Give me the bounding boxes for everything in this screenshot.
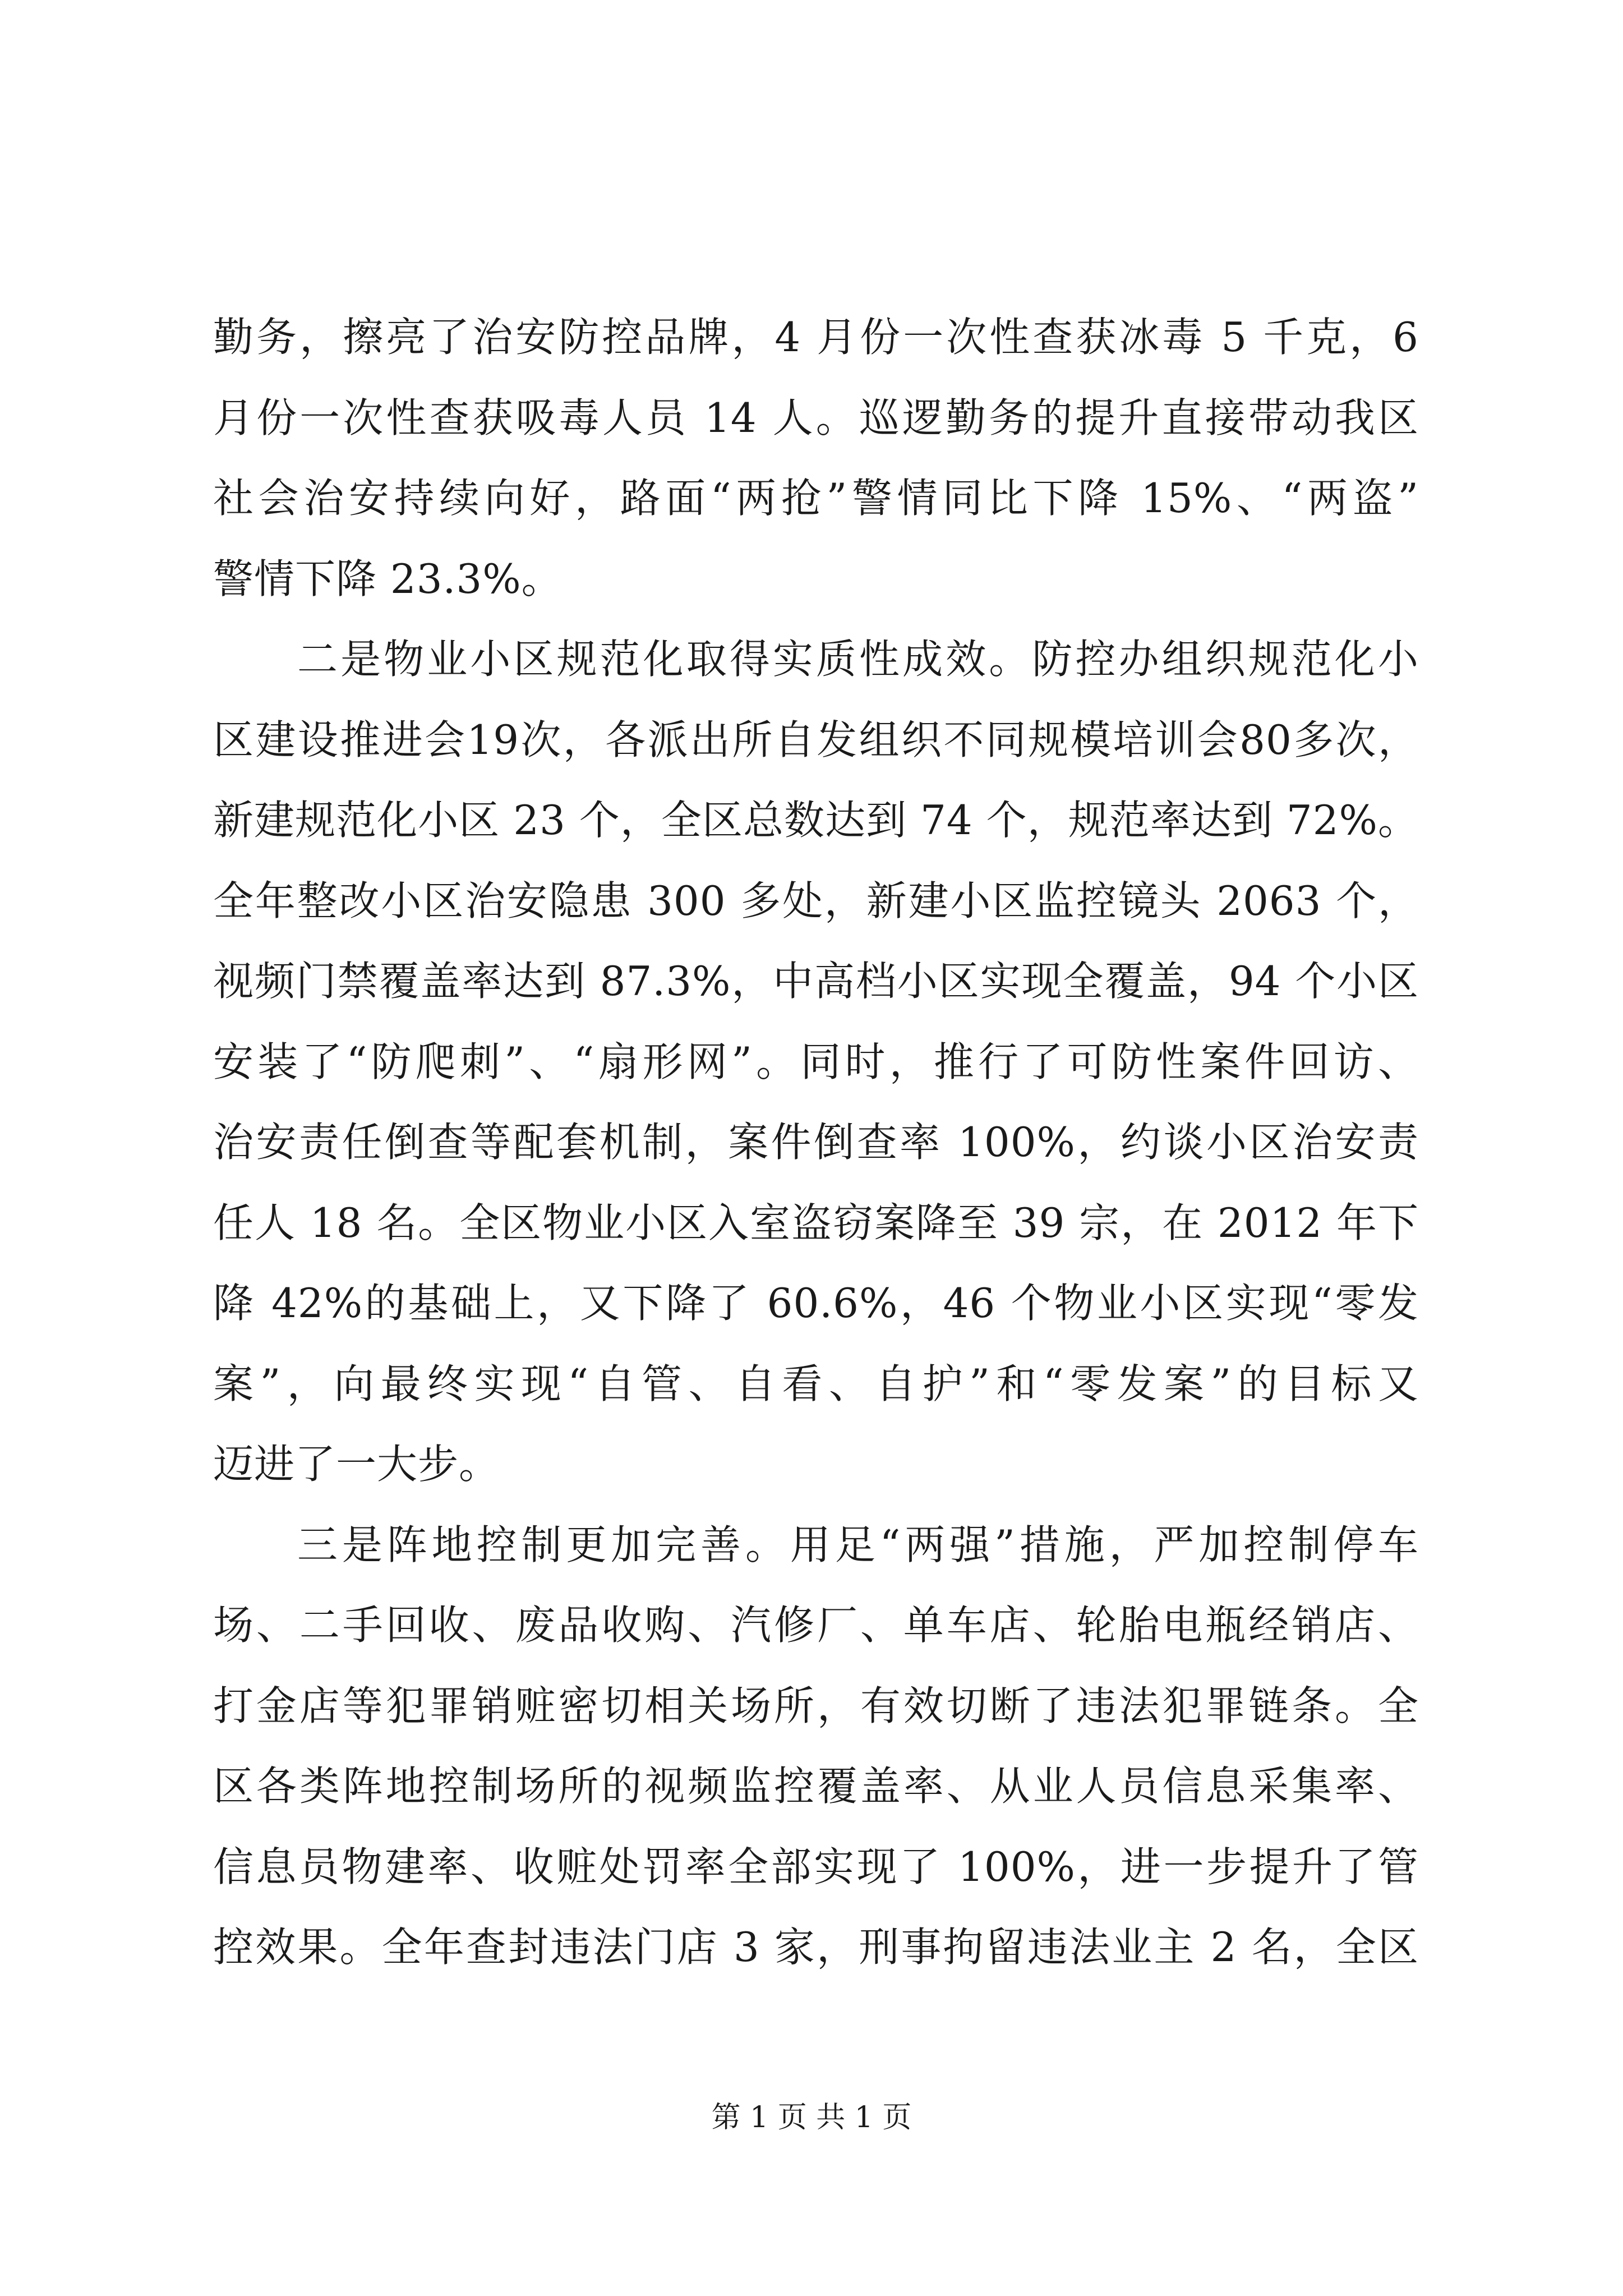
- text-line: 打金店等犯罪销赃密切相关场所，有效切断了违法犯罪链条。全: [213, 1682, 1419, 1729]
- text-line: 警情下降 23.3%。: [213, 555, 562, 602]
- text-line: 社会治安持续向好，路面“两抢”警情同比下降 15%、“两盗”: [213, 475, 1419, 522]
- text-line: 控效果。全年查封违法门店 3 家，刑事拘留违法业主 2 名，全区: [213, 1924, 1419, 1971]
- text-line: 信息员物建率、收赃处罚率全部实现了 100%，进一步提升了管: [213, 1843, 1419, 1890]
- text-line: 区建设推进会19次，各派出所自发组织不同规模培训会80多次，: [213, 716, 1419, 763]
- text-line: 月份一次性查获吸毒人员 14 人。巡逻勤务的提升直接带动我区: [213, 394, 1419, 441]
- text-line: 降 42%的基础上，又下降了 60.6%，46 个物业小区实现“零发: [213, 1280, 1419, 1327]
- document-body: [213, 297, 1419, 1988]
- text-line: 任人 18 名。全区物业小区入室盗窃案降至 39 宗，在 2012 年下: [213, 1199, 1419, 1246]
- page-footer: 第 1 页 共 1 页: [711, 2101, 912, 2134]
- text-line: 全年整改小区治安隐患 300 多处，新建小区监控镜头 2063 个，: [213, 877, 1419, 924]
- paragraph-start-line: 二是物业小区规范化取得实质性成效。防控办组织规范化小: [297, 636, 1419, 683]
- paragraph-start-line: 三是阵地控制更加完善。用足“两强”措施，严加控制停车: [297, 1521, 1419, 1568]
- text-line: 场、二手回收、废品收购、汽修厂、单车店、轮胎电瓶经销店、: [213, 1602, 1419, 1649]
- text-line: 视频门禁覆盖率达到 87.3%，中高档小区实现全覆盖，94 个小区: [213, 958, 1419, 1005]
- text-line: 勤务，擦亮了治安防控品牌，4 月份一次性查获冰毒 5 千克，6: [213, 314, 1419, 361]
- text-line: 新建规范化小区 23 个，全区总数达到 74 个，规范率达到 72%。: [213, 797, 1419, 844]
- text-line: 安装了“防爬刺”、“扇形网”。同时，推行了可防性案件回访、: [213, 1038, 1419, 1085]
- text-line: 迈进了一大步。: [213, 1441, 500, 1488]
- text-line: 案”，向最终实现“自管、自看、自护”和“零发案”的目标又: [213, 1360, 1419, 1407]
- text-line: 治安责任倒查等配套机制，案件倒查率 100%，约谈小区治安责: [213, 1119, 1419, 1166]
- text-line: 区各类阵地控制场所的视频监控覆盖率、从业人员信息采集率、: [213, 1763, 1419, 1810]
